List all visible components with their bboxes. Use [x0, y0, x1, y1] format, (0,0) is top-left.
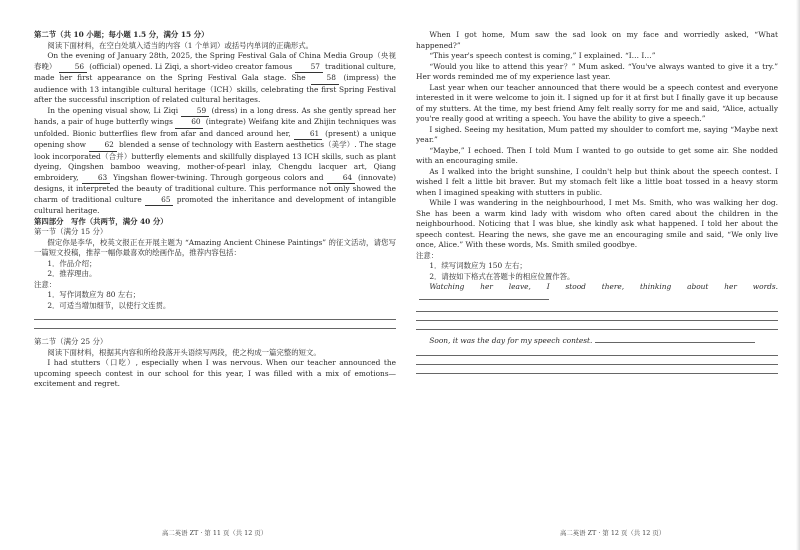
story-paragraph: I had stutters（口吃）, especially when I was nervous. When our teacher announced the upcoming speech contest in our school for this year, I was filled with a mix of emotions—excitement and regret.: [34, 358, 396, 389]
story-paragraph: While I was wandering in the neighbourhood, I met Ms. Smith, who was walking her dog. She has been a warm kind lady with wisdom who often cared about the children in the neighbourhood. Noticing that I was blue, she kindly ask what happened. I told her about the speech contest. Hearing the news, she gave me an encouraging smile and said, “We only live once, Alice.” With these words, Ms. Smith smiled goodbye.: [416, 198, 778, 250]
story-paragraph: “Maybe,” I echoed. Then I told Mum I wanted to go outside to get some air. She nodded with an encouraging smile.: [416, 145, 778, 166]
right-page: [416, 0, 778, 550]
story-paragraph: “Would you like to attend this year？” Mum asked. “You've always wanted to give it a try.” Her words reminded me of my experience last year.: [416, 61, 778, 82]
note-item: 1．写作词数应为 80 左右；: [47, 290, 141, 300]
cloze-paragraph-2: In the opening visual show, Li Ziqi 59 (dress) in a long dress. As she gently spread her hands, a pair of huge butterfly wings 60 (integrate) Weifang kite and Zhijin techniques was unfolded. Bionic butterflies flew from afar and danced around her, 61 (present) a unique opening show 62 blended a sense of technology with Eastern aesthetics（美学）. The stage look incorporated（合并）butterfly elements and skillfully displayed 13 ICH skills, such as plant dyeing, Qingshen bamboo weaving, mother-of-pearl inlay, Chengdu lacquer art, Qiang embroidery, 63 Yingshan flower-twining. Through gorgeous colors and 64 (innovate) designs, it interpreted the beauty of traditional culture. This performance not only showed the charm of traditional culture 65 promoted the inheritance and development of intangible cultural heritage.: [34, 105, 397, 216]
continuation-start-2: Soon, it was the day for my speech contest.: [416, 336, 778, 347]
answer-line[interactable]: [416, 373, 778, 374]
prompt-item: 2．推荐理由。: [47, 269, 97, 279]
story-paragraph: As I walked into the bright sunshine, I couldn't help but think about the speech contest. I wished I felt a little bit braver. But my stomach felt like a little boat tossed in a heavy storm when I imagined speaking with stutters in public.: [416, 166, 778, 197]
blank-57[interactable]: 57: [295, 62, 323, 74]
blank-65[interactable]: 65: [145, 195, 173, 207]
section2-instructions: 阅读下面材料，在空白处填入适当的内容（1 个单词）或括号内单词的正确形式。: [47, 40, 314, 50]
page-edge-shadow: [796, 0, 800, 550]
blank-59[interactable]: 59: [181, 106, 209, 118]
story-paragraph: “This year's speech contest is coming,” I explained. “I… I…”: [429, 51, 656, 61]
page-footer-right: 高二英语 ZT · 第 12 页（共 12 页）: [560, 529, 666, 537]
answer-line[interactable]: [416, 320, 778, 321]
answer-line[interactable]: [34, 319, 396, 320]
page-footer-left: 高二英语 ZT · 第 11 页（共 12 页）: [162, 529, 268, 537]
blank-60[interactable]: 60: [175, 117, 203, 129]
note-item: 2．可适当增加细节，以使行文连贯。: [47, 300, 171, 310]
answer-line[interactable]: [416, 364, 778, 365]
note-item: 2．请按如下格式在答题卡的相应位置作答。: [429, 271, 575, 281]
note-item: 1．续写词数应为 150 左右；: [429, 261, 527, 271]
part4-title: 第四部分 写作（共两节，满分 40 分）: [34, 216, 168, 226]
writing-section1-title: 第一节（满分 15 分）: [34, 227, 108, 237]
blank-58[interactable]: 58: [311, 73, 339, 85]
story-paragraph: Last year when our teacher announced that there would be a speech contest and everyone interested in it were welcome to join it. I signed up for it at first but I finally gave it up because of my stutters. At the time, my best friend Amy felt really sorry for me and said, “Alice, actually you're really good at writing a speech. You have the ability to give a speech.”: [416, 82, 778, 124]
section2-title: 第二节（共 10 小题；每小题 1.5 分，满分 15 分）: [34, 30, 209, 39]
answer-line[interactable]: [416, 355, 778, 356]
cloze-paragraph-1: On the evening of January 28th, 2025, the Spring Festival Gala of China Media Group（央视春晚） 56 (official) opened. Li Ziqi, a short-video creator famous 57 traditional culture, made her first appearance on the Spring Festival Gala stage. She 58 (impress) the audience with 13 intangible cultural heritage（ICH）skills, celebrating the first Spring Festival after the successful inscription of related cultural heritages.: [34, 51, 397, 105]
writing-section2-instructions: 阅读下面材料，根据其内容和所给段落开头语续写两段，使之构成一篇完整的短文。: [47, 347, 321, 357]
writing-section1-prompt: 假定你是李华，校英文报正在开展主题为 “Amazing Ancient Chinese Paintings” 的征文活动，请您写一篇短文投稿，推荐一幅你最喜欢的绘画作品，推荐内容包括：: [34, 237, 396, 258]
answer-line[interactable]: [595, 342, 755, 343]
blank-64[interactable]: 64: [327, 173, 355, 185]
blank-61[interactable]: 61: [294, 129, 322, 141]
answer-line[interactable]: [419, 299, 549, 300]
story-paragraph: I sighed. Seeing my hesitation, Mum patted my shoulder to comfort me, saying “Maybe next year.”: [416, 124, 778, 145]
blank-63[interactable]: 63: [82, 173, 110, 185]
blank-62[interactable]: 62: [89, 140, 117, 152]
story-paragraph: When I got home, Mum saw the sad look on my face and worriedly asked, “What happened?”: [416, 30, 778, 50]
prompt-item: 1．作品介绍；: [47, 258, 97, 268]
answer-line[interactable]: [416, 311, 778, 312]
continuation-start-1: Watching her leave, I stood there, thinking about her words.: [416, 282, 778, 303]
left-page: [34, 0, 396, 550]
blank-56[interactable]: 56: [59, 62, 87, 74]
writing-section2-title: 第二节（满分 25 分）: [34, 337, 108, 347]
note-label: 注意：: [416, 250, 439, 260]
note-label: 注意：: [34, 279, 57, 289]
